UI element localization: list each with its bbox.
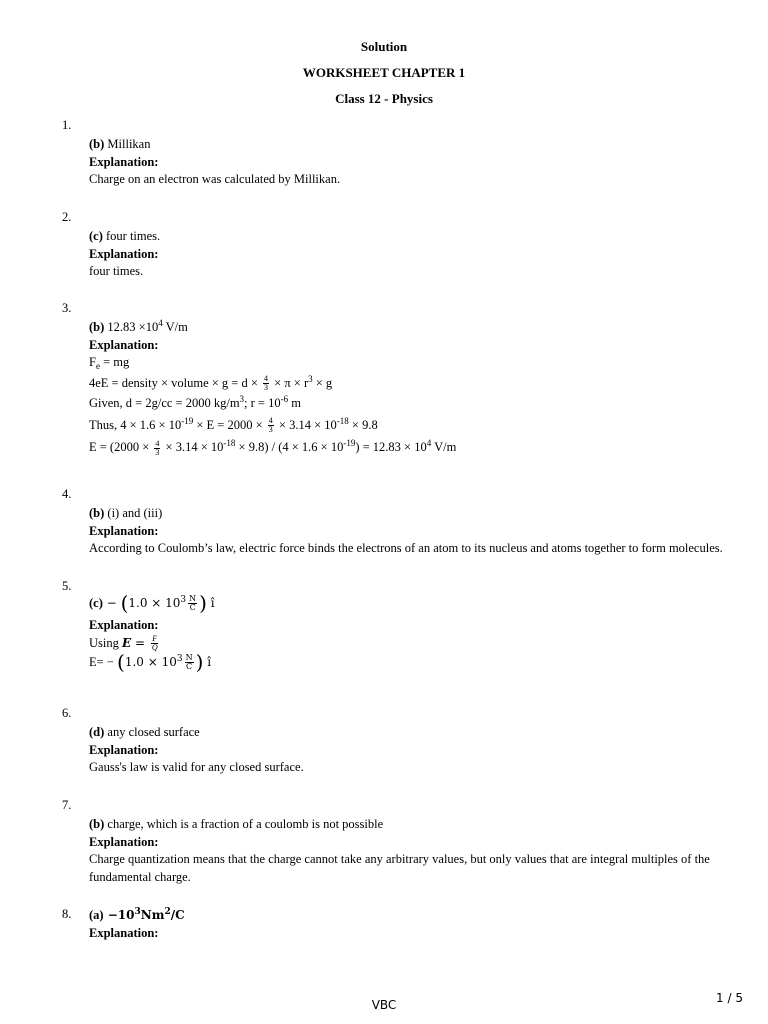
answer-block [89,816,739,886]
explanation-label: Explanation: [89,834,159,849]
footer-label: VBC [371,998,397,1012]
unit-fraction: $\frac{N}{C}$ [189,594,197,612]
question-number: 2. [62,210,72,224]
answer-line: $(c) - (1.0 \times 10^3$ $\frac{N}{C}$ ) î [89,591,215,615]
equation-line: $F_e$ = mg [89,355,130,371]
explanation-label: Explanation: [89,742,159,757]
formula-line: Using E = $\frac{F}{Q}$ [89,634,158,653]
unit-fraction: $\frac{N}{C}$ [185,653,193,672]
page-number: 1 / 5 [716,991,743,1005]
answer-line: (d) any closed surface [89,725,200,739]
question-number: 7. [62,798,72,812]
explanation-label: Explanation: [89,523,159,538]
answer-line: (b) $12.83 \times 10^4$ V/m [89,318,188,334]
explanation-label: Explanation: [89,154,159,169]
answer-line: (c) four times. [89,229,161,243]
answer-block [89,907,739,942]
answer-line: (b) (i) and (iii) [89,506,163,520]
answer-block [89,228,739,281]
fraction: $\frac{4}{3}$ [268,416,273,435]
class-line: Class 12 - Physics [335,91,433,106]
fraction: $\frac{4}{3}$ [155,438,160,457]
answer-block [89,505,739,558]
explanation-text: According to Coulomb’s law, electric force binds the electrons of an atom to its nucleus and atoms together to form molecules. [89,541,723,555]
explanation-text: Charge on an electron was calculated by Millikan. [89,172,341,186]
explanation-label: Explanation: [89,925,159,940]
explanation-label: Explanation: [89,337,159,352]
answer-block [89,136,739,189]
equation-line: E = (2000 × $\frac{4}{3}$ × $3.14 \times 10^{-18} \times 9.8) / (4 \times 1.6 \times 10^{-19}) = 12.83 \times 10^4$ V/m [89,438,457,457]
equation-line: 4eE = density × volume × g = d × $\frac{4}{3}$ × $\pi \times r^3 \times g$ [89,373,333,393]
question-number: 4. [62,487,72,501]
question-number: 8. [62,907,72,921]
question-number: 3. [62,301,72,315]
result-line: $E= - (1.0 \times 10^3$ $\frac{N}{C}$ ) î [89,650,212,675]
fraction: $\frac{F}{Q}$ [151,634,158,653]
answer-block [89,319,739,457]
answer-line: (b) charge, which is a fraction of a coulomb is not possible [89,817,384,831]
fraction: $\frac{4}{3}$ [264,374,269,393]
equation-line: Thus, $4 \times 1.6 \times 10^{-19} \times E = 2000$ × $\frac{4}{3}$ × $3.14 \times 10^{-18} \times 9.8$ [89,415,378,435]
worksheet-title: WORKSHEET CHAPTER 1 [302,65,466,80]
doc-title: Solution [360,39,408,54]
explanation-text: Gauss's law is valid for any closed surface. [89,760,304,774]
answer-line: (b) Millikan [89,137,151,151]
explanation-text: four times. [89,264,144,278]
question-number: 5. [62,579,72,593]
question-number: 6. [62,706,72,720]
answer-line: $(a) -10^3Nm^2/C$ [89,907,185,922]
question-number: 1. [62,118,72,132]
explanation-text: Charge quantization means that the charge cannot take any arbitrary values, but only values that are integral multiples of the fundamental charge. [89,852,710,884]
equation-line: Given, d = 2g/cc = 2000 $kg/m^3$; $r = 10^{-6}$ m [89,394,301,411]
explanation-label: Explanation: [89,246,159,261]
answer-block [89,591,739,676]
answer-block [89,724,739,777]
explanation-label: Explanation: [89,618,159,632]
